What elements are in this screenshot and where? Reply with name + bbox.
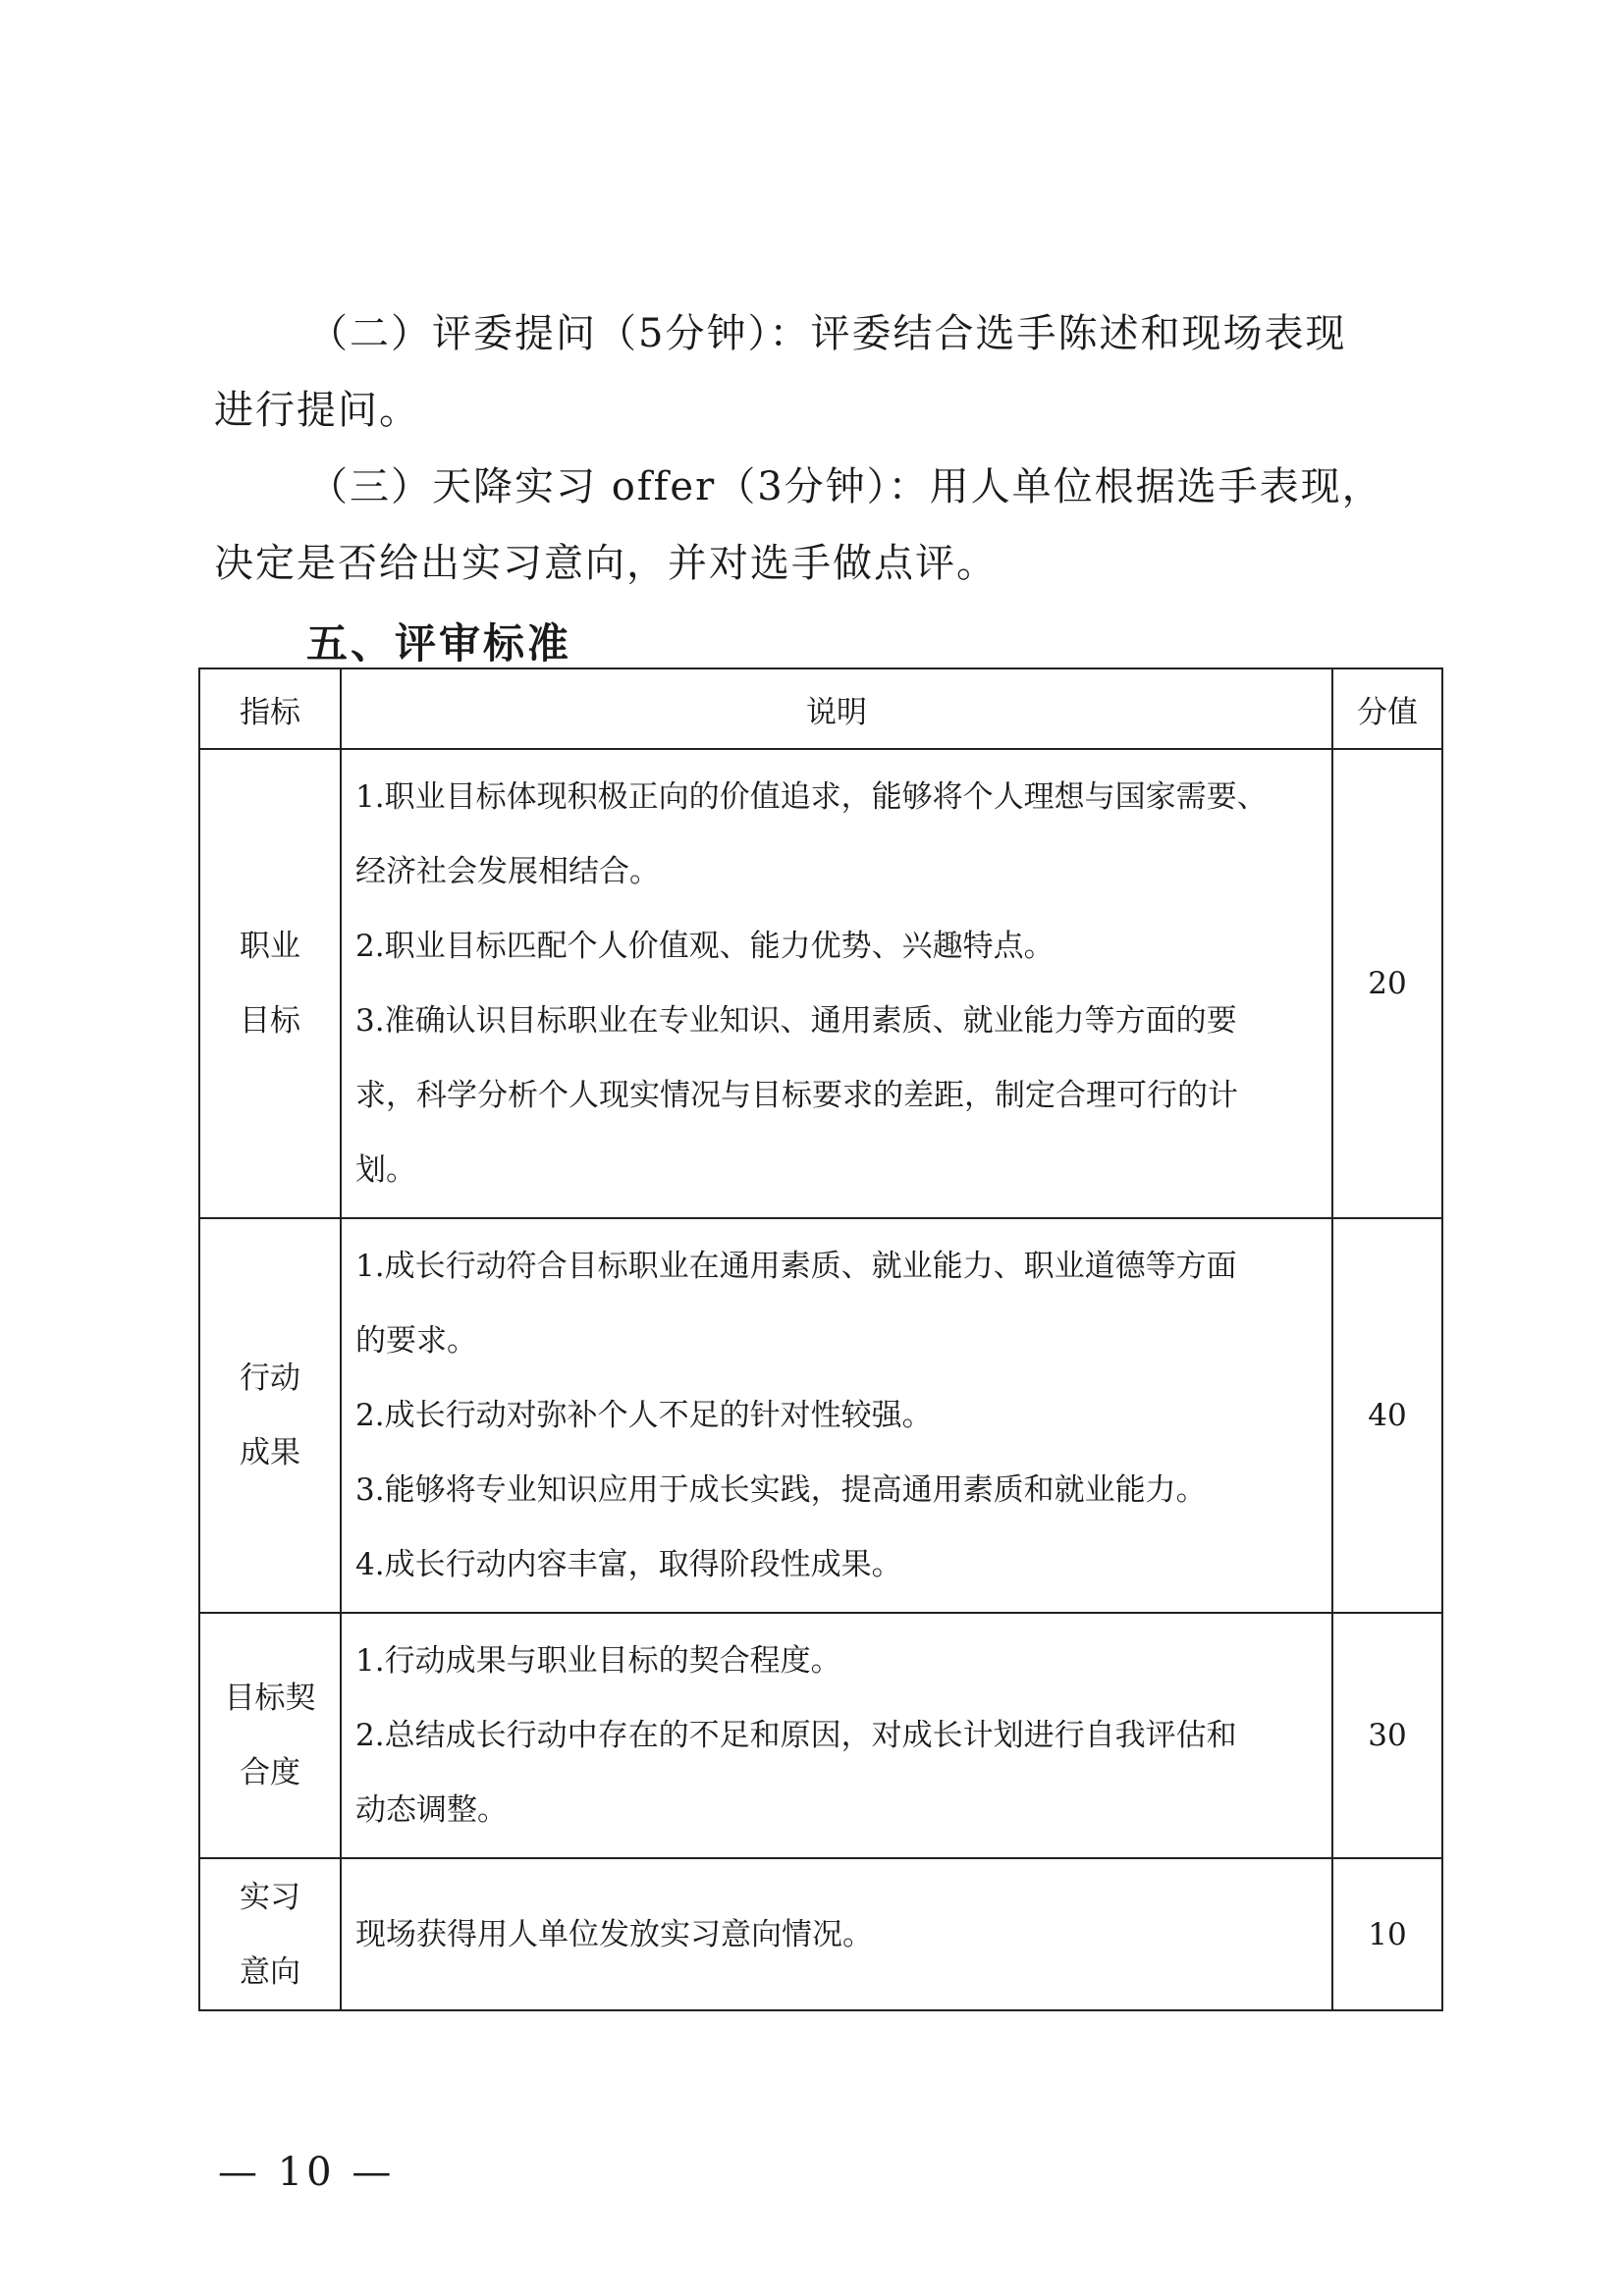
- indicator-cell: 目标契 合度: [199, 1613, 341, 1858]
- evaluation-criteria-table: [198, 667, 1443, 2011]
- paragraph-interview-questions-cont: 进行提问。: [214, 388, 420, 433]
- paragraph-interview-questions: （二）评委提问（5分钟）：评委结合选手陈述和现场表现: [308, 311, 1347, 356]
- score-cell: 10: [1332, 1858, 1442, 2010]
- table-row: [199, 1613, 1442, 1858]
- indicator-cell: 职业 目标: [199, 749, 341, 1218]
- header-score: 分值: [1332, 668, 1442, 749]
- table-row: [199, 1858, 1442, 2010]
- page-number: — 10 —: [218, 2150, 396, 2195]
- section-heading: 五、评审标准: [306, 619, 572, 667]
- description-cell: 1.成长行动符合目标职业在通用素质、就业能力、职业道德等方面 的要求。 2.成长行动对弥补个人不足的针对性较强。 3.能够将专业知识应用于成长实践，提高通用素质和就业能力。 4.成长行动内容丰富，取得阶段性成果。: [341, 1218, 1332, 1613]
- score-cell: 30: [1332, 1613, 1442, 1858]
- description-cell: 现场获得用人单位发放实习意向情况。: [341, 1858, 1332, 2010]
- table-header-row: [199, 668, 1442, 749]
- header-description: 说明: [341, 668, 1332, 749]
- table-row: [199, 1218, 1442, 1613]
- indicator-cell: 行动 成果: [199, 1218, 341, 1613]
- description-cell: 1.行动成果与职业目标的契合程度。 2.总结成长行动中存在的不足和原因，对成长计划进行自我评估和 动态调整。: [341, 1613, 1332, 1858]
- score-cell: 20: [1332, 749, 1442, 1218]
- paragraph-internship-offer: （三）天降实习 offer（3分钟）：用人单位根据选手表现，: [308, 464, 1383, 509]
- table-row: [199, 749, 1442, 1218]
- score-cell: 40: [1332, 1218, 1442, 1613]
- indicator-cell: 实习 意向: [199, 1858, 341, 2010]
- header-indicator: 指标: [199, 668, 341, 749]
- paragraph-internship-offer-cont: 决定是否给出实习意向，并对选手做点评。: [214, 541, 998, 586]
- description-cell: 1.职业目标体现积极正向的价值追求，能够将个人理想与国家需要、 经济社会发展相结合。 2.职业目标匹配个人价值观、能力优势、兴趣特点。 3.准确认识目标职业在专业知识、通用素质、就业能力等方面的要 求，科学分析个人现实情况与目标要求的差距，制定合理可行的计 划。: [341, 749, 1332, 1218]
